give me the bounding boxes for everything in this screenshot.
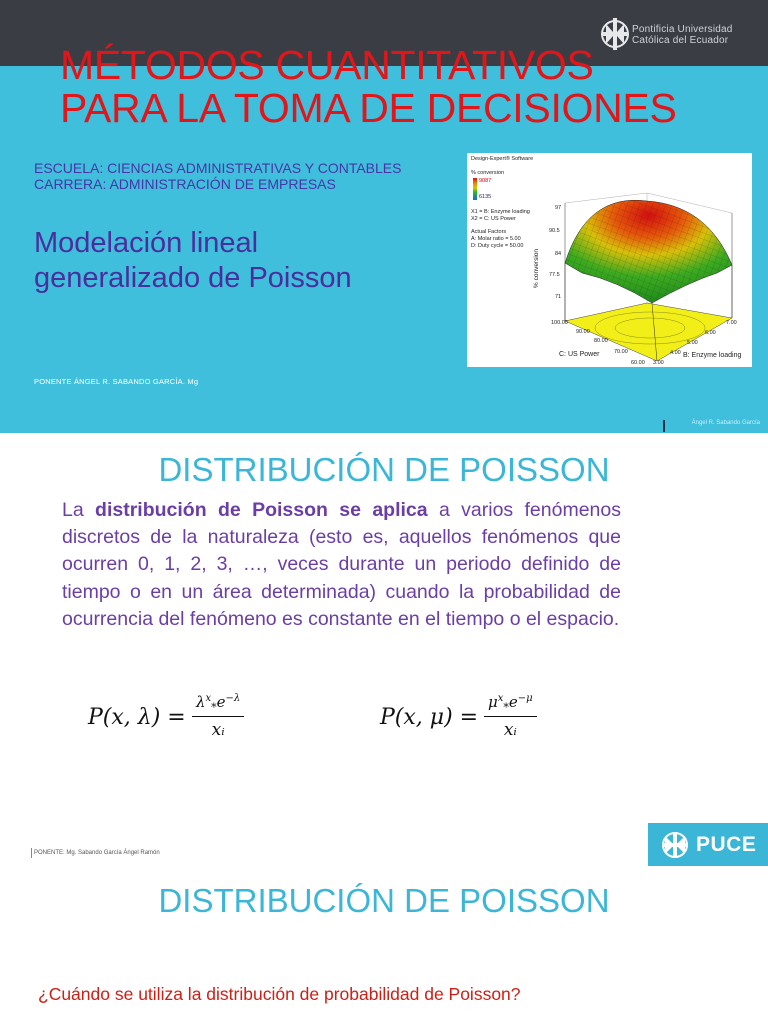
- z-tick: 97: [555, 205, 562, 211]
- c-tick: 70.00: [614, 349, 628, 355]
- para-body: a varios fenómenos discretos de la naturaleza (esto es, aquellos fenómenos que ocurren 0, 1, 2, 3, …, veces durante un periodo definido de tiempo o en un área determinada) cuando la probabilidad de ocurrencia del fenómeno es constante en el tiempo o el espacio.: [62, 499, 621, 630]
- formula-denominator: xᵢ: [503, 720, 517, 740]
- b-tick: 4.00: [670, 350, 681, 356]
- response-surface-figure: [467, 153, 752, 367]
- figure-factor-a: A: Molar ratio = 5.00: [471, 236, 521, 242]
- formula-fraction: [484, 693, 537, 740]
- formula-lhs: P(x, λ) =: [88, 705, 186, 730]
- slide-heading: DISTRIBUCIÓN DE POISSON: [158, 882, 610, 919]
- c-tick: 100.00: [551, 320, 568, 326]
- figure-x1: X1 = B: Enzyme loading: [471, 209, 530, 215]
- figure-x2: X2 = C: US Power: [471, 216, 516, 222]
- title-slide: [0, 0, 768, 433]
- b-axis-label: B: Enzyme loading: [683, 352, 742, 359]
- slide-heading: DISTRIBUCIÓN DE POISSON: [158, 451, 610, 488]
- definition-paragraph: [62, 497, 621, 633]
- question-text: ¿Cuándo se utiliza la distribución de probabilidad de Poisson?: [38, 984, 521, 1004]
- poisson-usage-slide: [0, 866, 768, 1024]
- footer-divider: [663, 420, 665, 432]
- career-line: CARRERA: ADMINISTRACIÓN DE EMPRESAS: [34, 176, 336, 192]
- subtitle-line-1: Modelación lineal: [34, 227, 259, 259]
- figure-response: % conversion: [471, 170, 505, 176]
- cross-emblem-icon: [660, 830, 690, 860]
- school-line: ESCUELA: CIENCIAS ADMINISTRATIVAS Y CONTABLES: [34, 160, 402, 176]
- poisson-formula-mu: [380, 693, 570, 753]
- para-intro: La: [62, 499, 96, 521]
- formula-numerator: $\mu^x_*e^{-\mu}$: [484, 693, 537, 717]
- title-line-2: PARA LA TOMA DE DECISIONES: [60, 85, 677, 131]
- z-axis-label: % conversion: [533, 248, 540, 288]
- c-axis-label: C: US Power: [559, 351, 600, 358]
- z-tick: 90.5: [549, 228, 560, 234]
- formula-numerator: $\lambda^x_*e^{-\lambda}$: [192, 693, 244, 717]
- formula-lhs: P(x, μ) =: [380, 705, 479, 730]
- c-tick: 80.00: [594, 338, 608, 344]
- z-tick: 71: [555, 294, 562, 300]
- legend-low: 6135: [479, 194, 492, 200]
- puce-logo: [648, 823, 768, 866]
- formula-fraction: [192, 693, 244, 740]
- figure-factor-d: D: Duty cycle = 50.00: [471, 243, 524, 249]
- speaker-credit: PONENTE: Mg. Sabando García Ángel Ramón: [34, 850, 160, 856]
- z-tick: 77.5: [549, 272, 560, 278]
- b-tick: 5.00: [687, 340, 698, 346]
- poisson-definition-slide: [0, 433, 768, 866]
- speaker-credit: PONENTE ÁNGEL R. SABANDO GARCÍA. Mg: [34, 377, 199, 386]
- b-tick: 7.00: [726, 320, 737, 326]
- formula-denominator: xᵢ: [211, 720, 225, 740]
- figure-actual-factors: Actual Factors: [471, 229, 507, 235]
- title-line-1: MÉTODOS CUANTITATIVOS: [60, 42, 594, 88]
- slide-subtitle: [34, 226, 352, 296]
- footer-author: Ángel R. Sabando García: [691, 420, 760, 426]
- poisson-formula-lambda: [88, 693, 278, 753]
- subtitle-line-2: generalizado de Poisson: [34, 262, 352, 294]
- legend-high: 9087: [479, 178, 492, 184]
- b-tick: 3.00: [653, 360, 664, 366]
- footer-divider: [31, 848, 32, 858]
- figure-software: Design-Expert® Software: [471, 156, 534, 162]
- brand-name: PUCE: [696, 833, 757, 856]
- z-tick: 84: [555, 251, 562, 257]
- university-name: Pontificia Universidad Católica del Ecuador: [632, 24, 733, 46]
- c-tick: 60.00: [631, 360, 645, 366]
- para-emphasis: distribución de Poisson se aplica: [95, 499, 428, 521]
- b-tick: 6.00: [705, 330, 716, 336]
- c-tick: 90.00: [576, 329, 590, 335]
- slide-title: [60, 44, 740, 130]
- school-info: [34, 160, 401, 192]
